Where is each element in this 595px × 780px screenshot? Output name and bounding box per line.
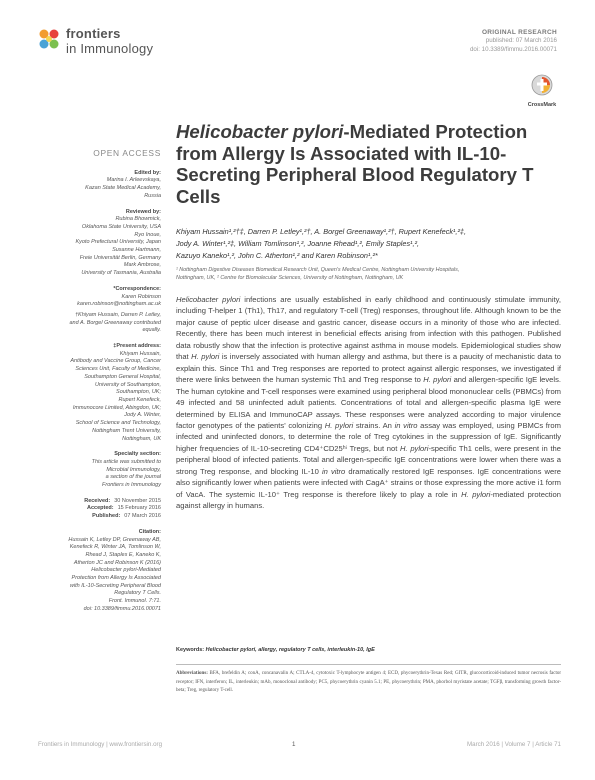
present-address-line: Jody A. Winter, bbox=[124, 412, 161, 419]
present-address-label: ‡Present address: bbox=[113, 343, 161, 350]
abstract-italic: in vitro bbox=[321, 466, 346, 476]
abstract-italic: Helicobacter pylori bbox=[176, 295, 241, 304]
received-row bbox=[38, 498, 161, 506]
abstract-text: infections are usually established in early childhood and continuously stimulate immunity, including T-helper 1 (Th1), Th17, and regulatory T-cell (Treg) responses, throughout life. Although known to be the major cause of peptic ulcer disease and gastric cancer, disease occurs in a minority of those who are infected. Recently, there has been much interest in beneficial effects arising from infection with this pathogen. Published data robustly show that the infection is protective against asthma in mouse models. Epidemiological studies show that bbox=[176, 295, 561, 362]
title-rest: -Mediated Protection from Allergy Is Associated with IL-10-Secreting Peripheral Blood Regulatory T Cells bbox=[176, 121, 534, 207]
reviewer-line: Oklahoma State University, USA bbox=[81, 223, 161, 230]
reviewer-line: Ryo Inoue, bbox=[134, 231, 161, 238]
affiliation-line: Nottingham, UK, ² Centre for Biomolecular Sciences, University of Nottingham, Nottingham, UK bbox=[176, 274, 404, 281]
equal-contribution-line: equally. bbox=[142, 327, 161, 334]
affiliations bbox=[176, 267, 561, 282]
correspondence-name: Karen Robinson bbox=[121, 293, 161, 300]
present-address-line: Nottingham Trent University, bbox=[92, 427, 161, 434]
citation-line: with IL-10-Secreting Peripheral Blood bbox=[69, 582, 161, 589]
correspondence-email[interactable]: karen.robinson@nottingham.ac.uk bbox=[77, 301, 161, 308]
editor-line: Kazan State Medical Academy, bbox=[85, 185, 161, 192]
equal-contribution-line: and A. Borgel Greenaway contributed bbox=[69, 319, 161, 326]
present-address-line: Southampton General Hospital, bbox=[84, 373, 161, 380]
author-line: Jody A. Winter¹,²‡, William Tomlinson¹,², Joanne Rhead¹,², Emily Staples¹,², bbox=[176, 238, 420, 248]
author-list bbox=[176, 226, 561, 261]
specialty-section-label: Specialty section: bbox=[114, 451, 161, 458]
specialty-line: This article was submitted to bbox=[91, 458, 161, 465]
citation-line: Regulatory T Cells. bbox=[114, 590, 161, 597]
reviewer-line: Kyoto Prefectural University, Japan bbox=[75, 239, 161, 246]
article-meta bbox=[470, 29, 557, 54]
editor-line: Russia bbox=[144, 192, 161, 199]
divider bbox=[176, 664, 561, 665]
citation-line: Hussain K, Letley DP, Greenaway AB, bbox=[68, 536, 161, 543]
abstract-text: -mediated protection against allergy in humans. bbox=[176, 489, 561, 511]
reviewer-line: Rubina Bhowmick, bbox=[115, 216, 161, 223]
published-date: published: 07 March 2016 bbox=[485, 37, 557, 45]
citation-line: Atherton JC and Robinson K (2016) bbox=[73, 559, 161, 566]
present-address-line: Nottingham, UK bbox=[122, 435, 161, 442]
specialty-line: a section of the journal bbox=[105, 474, 161, 481]
abbreviations-text: BFA, brefeldin A; conA, concanavalin A; CTLA-4, cytotoxic T-lymphocyte antigen 4; ECD, phycoerythrin-Texas Red; GITR, glucocorticoid-induced tumor necrosis factor receptor; IFN, interferon; IL, interleukin; mAb, monoclonal antibody; PC5, phycoerythrin cyanin 5.1; PE, phycoerythrin; PMA, phorbol myristate acetate; TGFβ, transforming growth factor-beta; Treg, regulatory T-cell. bbox=[176, 671, 562, 694]
abstract-text: is inversely associated with human allergy and asthma, but there is a paucity of mechanistic data to explain this. Since Th1 and Treg responses are reported to protect against allergic responses, we investigated if there were links between the human systemic Th1 and Treg response to bbox=[176, 352, 561, 385]
published-row bbox=[38, 513, 161, 521]
present-address-line: Rupert Kenefeck, bbox=[118, 396, 161, 403]
citation-line: Front. Immunol. 7:71. bbox=[108, 598, 161, 605]
citation-line: Rhead J, Staples E, Kaneko K, bbox=[85, 551, 161, 558]
logo-text-journal: in Immunology bbox=[66, 41, 154, 56]
abstract bbox=[176, 294, 561, 512]
abstract-text: dramatically restored IgE responses. IgE concentrations were also significantly lower when patients were infected with CagA⁺ strains or those expressing the more active i1 form of VacA. The systemic IL-10⁺ Treg response is therefore likely to play a role in bbox=[176, 466, 561, 499]
accepted-row bbox=[38, 505, 161, 513]
sidebar bbox=[38, 150, 161, 614]
article-type: ORIGINAL RESEARCH bbox=[481, 29, 557, 36]
received-label: Received: bbox=[84, 497, 111, 504]
abstract-text: -specific Th1 cells, were present in the peripheral blood of infected patients. Total and allergen-specific IgE concentrations were lower when there was a strong Treg response, and blocking IL-10 bbox=[176, 443, 561, 476]
citation-line: Protection from Allergy Is Associated bbox=[71, 575, 161, 582]
correspondence-label: *Correspondence: bbox=[113, 285, 161, 292]
author-line: Kazuyo Kaneko¹,², John C. Atherton¹,² and Karen Robinson¹,²* bbox=[176, 250, 378, 260]
affiliation-line: ¹ Nottingham Digestive Diseases Biomedical Research Unit, Queen's Medical Centre, Nottingham University Hospitals, bbox=[176, 267, 460, 273]
abstract-text: and allergen-specific IgE levels. The human cytokine and T-cell responses were examined using peripheral blood mononuclear cells (PBMCs) from 49 infected and 58 uninfected adult patients. Concentrations of total and allergen-specific plasma IgE were determined by ELISA and ImmunoCAP assays. These responses were analyzed according to major virulence factor genotypes of the patients' colonizing bbox=[176, 375, 561, 430]
keywords-label: Keywords: bbox=[176, 647, 205, 653]
abstract-text: assay was employed, using PBMCs from infected and uninfected donors, to determine the role of Treg cytokines in the suppression of IgE. Significantly higher frequencies of IL-10-secreting CD4⁺CD25ʰⁱ Tregs, but not bbox=[176, 420, 561, 453]
keywords bbox=[176, 647, 561, 653]
abbreviations-label: Abbreviations: bbox=[176, 671, 208, 676]
reviewer-line: Susanne Hartmann, bbox=[112, 247, 161, 254]
present-address-line: Sciences Unit, Faculty of Medicine, bbox=[75, 366, 161, 373]
present-address-line: University of Southampton, bbox=[94, 381, 161, 388]
reviewer-line: University of Tasmania, Australia bbox=[81, 270, 161, 277]
title-species: Helicobacter pylori bbox=[176, 121, 344, 142]
crossmark-badge[interactable] bbox=[524, 74, 560, 108]
page-number: 1 bbox=[292, 741, 296, 748]
keywords-text: Helicobacter pylori, allergy, regulatory T cells, interleukin-10, IgE bbox=[205, 647, 375, 653]
logo-text-frontiers: frontiers bbox=[66, 26, 121, 41]
reviewer-line: Mark Ambrose, bbox=[123, 262, 161, 269]
crossmark-icon bbox=[531, 74, 553, 96]
frontiers-logo-icon bbox=[38, 28, 60, 50]
abbreviations bbox=[176, 670, 561, 696]
abstract-italic: H. pylori bbox=[400, 443, 429, 453]
crossmark-label: CrossMark bbox=[527, 102, 557, 108]
article-doi[interactable]: doi: 10.3389/fimmu.2016.00071 bbox=[469, 45, 557, 53]
published-label: Published: bbox=[92, 513, 121, 520]
abstract-italic: H. pylori bbox=[423, 375, 452, 385]
editor-line: Marina I. Arleevskaya, bbox=[106, 177, 161, 184]
specialty-line: Frontiers in Immunology bbox=[102, 482, 161, 489]
citation-label: Citation: bbox=[138, 528, 161, 535]
present-address-line: Southampton, UK; bbox=[116, 389, 161, 396]
edited-by-label: Edited by: bbox=[134, 169, 161, 176]
journal-logo[interactable] bbox=[38, 24, 188, 60]
abstract-italic: H. pylori bbox=[461, 489, 491, 499]
present-address-line: School of Science and Technology, bbox=[75, 420, 161, 427]
author-line: Khiyam Hussain¹,²†‡, Darren P. Letley¹,²†, A. Borgel Greenaway¹,²†, Rupert Kenefeck¹,²‡, bbox=[176, 227, 466, 236]
received-date: 30 November 2015 bbox=[114, 497, 161, 504]
accepted-date: 15 February 2016 bbox=[117, 505, 161, 512]
citation-doi[interactable]: doi: 10.3389/fimmu.2016.00071 bbox=[83, 605, 161, 612]
abstract-italic: H. pylori bbox=[191, 352, 220, 362]
specialty-line: Microbial Immunology, bbox=[106, 466, 161, 473]
article-title bbox=[176, 121, 561, 207]
present-address-line: Antibody and Vaccine Group, Cancer bbox=[70, 358, 161, 365]
equal-contribution-line: †Khiyam Hussain, Darren P. Letley, bbox=[74, 311, 161, 318]
present-address-line: Immunocore Limited, Abingdon, UK; bbox=[72, 404, 161, 411]
present-address-line: Khiyam Hussain, bbox=[119, 350, 161, 357]
abstract-italic: H. pylori bbox=[324, 420, 354, 430]
citation-line: Kenefeck R, Winter JA, Tomlinson W, bbox=[69, 544, 161, 551]
reviewer-line: Freie Universität Berlin, Germany bbox=[79, 254, 161, 261]
citation-line: Helicobacter pylori-Mediated bbox=[91, 567, 161, 574]
footer-issue-info: March 2016 | Volume 7 | Article 71 bbox=[466, 741, 561, 748]
reviewed-by-label: Reviewed by: bbox=[125, 208, 161, 215]
published-date-sidebar: 07 March 2016 bbox=[124, 513, 161, 520]
footer-journal-link[interactable]: Frontiers in Immunology | www.frontiersin.org bbox=[38, 741, 163, 748]
abstract-text: strains. An bbox=[353, 420, 395, 430]
accepted-label: Accepted: bbox=[86, 505, 114, 512]
abstract-italic: in vitro bbox=[394, 420, 418, 430]
open-access-label: OPEN ACCESS bbox=[93, 148, 161, 158]
